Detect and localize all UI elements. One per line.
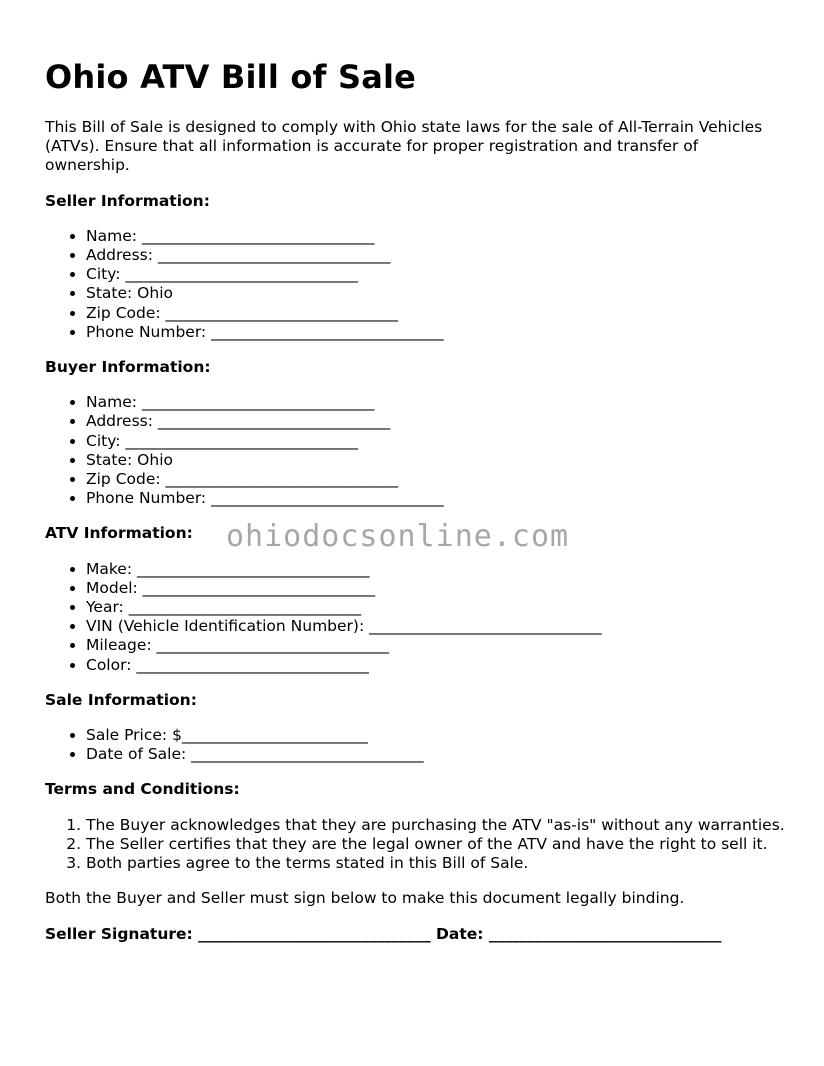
buyer-heading: Buyer Information: — [45, 358, 211, 377]
seller-phone-field[interactable]: • Phone Number: ______________________________ — [86, 323, 785, 342]
buyer-list — [45, 393, 785, 508]
terms-item: 3. Both parties agree to the terms stated in this Bill of Sale. — [86, 854, 785, 873]
terms-item: 1. The Buyer acknowledges that they are purchasing the ATV "as-is" without any warranties. — [86, 816, 785, 835]
seller-state-field: • State: Ohio — [86, 284, 785, 303]
seller-name-field[interactable]: • Name: ______________________________ — [86, 227, 785, 246]
buyer-phone-field[interactable]: • Phone Number: ______________________________ — [86, 489, 785, 508]
seller-zip-field[interactable]: • Zip Code: ______________________________ — [86, 304, 785, 323]
buyer-address-field[interactable]: • Address: ______________________________ — [86, 412, 785, 431]
sale-date-field[interactable]: • Date of Sale: ______________________________ — [86, 745, 785, 764]
atv-year-field[interactable]: • Year: ______________________________ — [86, 598, 785, 617]
seller-heading: Seller Information: — [45, 191, 210, 210]
sale-heading: Sale Information: — [45, 690, 197, 709]
document-page — [45, 0, 785, 944]
atv-mileage-field[interactable]: • Mileage: ______________________________ — [86, 636, 785, 655]
atv-list — [45, 560, 785, 675]
atv-vin-field[interactable]: • VIN (Vehicle Identification Number): ______________________________ — [86, 617, 785, 636]
seller-list — [45, 227, 785, 342]
terms-list — [45, 816, 785, 874]
sale-list — [45, 726, 785, 764]
buyer-zip-field[interactable]: • Zip Code: ______________________________ — [86, 470, 785, 489]
buyer-name-field[interactable]: • Name: ______________________________ — [86, 393, 785, 412]
atv-make-field[interactable]: • Make: ______________________________ — [86, 560, 785, 579]
sale-price-field[interactable]: • Sale Price: $________________________ — [86, 726, 785, 745]
terms-item: 2. The Seller certifies that they are the legal owner of the ATV and have the right to sell it. — [86, 835, 785, 854]
signature-line[interactable]: Seller Signature: ______________________________ Date: ______________________________ — [45, 924, 722, 943]
watermark-text: ohiodocsonline.com — [226, 519, 570, 554]
closing-note: Both the Buyer and Seller must sign below to make this document legally binding. — [45, 889, 685, 908]
terms-heading: Terms and Conditions: — [45, 780, 240, 799]
atv-model-field[interactable]: • Model: ______________________________ — [86, 579, 785, 598]
buyer-state-field: • State: Ohio — [86, 451, 785, 470]
intro-paragraph: This Bill of Sale is designed to comply with Ohio state laws for the sale of All-Terrain Vehicles (ATVs). Ensure that all information is accurate for proper registration and transfer of ownership. — [45, 118, 763, 175]
buyer-city-field[interactable]: • City: ______________________________ — [86, 432, 785, 451]
page-title: Ohio ATV Bill of Sale — [45, 58, 417, 96]
atv-heading: ATV Information: — [45, 524, 193, 543]
atv-color-field[interactable]: • Color: ______________________________ — [86, 656, 785, 675]
seller-address-field[interactable]: • Address: ______________________________ — [86, 246, 785, 265]
seller-city-field[interactable]: • City: ______________________________ — [86, 265, 785, 284]
